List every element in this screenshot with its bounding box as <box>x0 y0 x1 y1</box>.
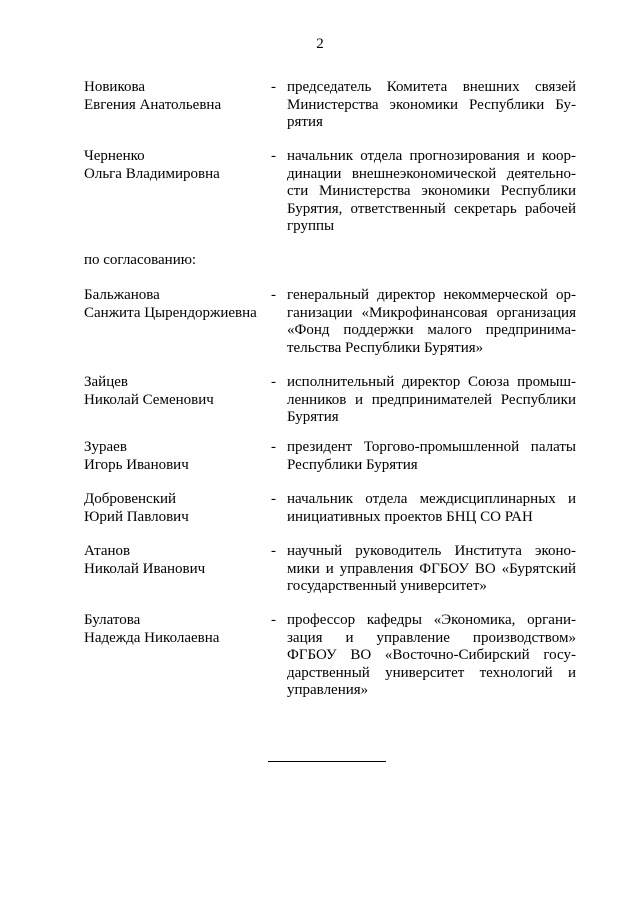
role-line: председатель Комитета внешних связей <box>287 79 576 95</box>
role-line: исполнительный директор Союза промыш- <box>287 374 576 390</box>
role-line: государственный университет» <box>287 578 487 594</box>
member-first-names: Николай Семенович <box>84 391 214 408</box>
role-line: ленников и предпринимателей Республики <box>287 391 576 408</box>
role-line: Министерства экономики Республики Бу- <box>287 96 576 113</box>
role-line: мики и управления ФГБОУ ВО «Бурятский <box>287 560 576 577</box>
member-name <box>84 439 264 474</box>
role-line: динации внешнеэкономической деятельно- <box>287 165 576 182</box>
role-line: дарственный университет технологий и <box>287 664 576 681</box>
role-line: ФГБОУ ВО «Восточно-Сибирский госу- <box>287 647 576 663</box>
role-line: управления» <box>287 682 369 698</box>
agreement-label: по согласованию: <box>84 252 197 268</box>
role-line: Бурятия, ответственный секретарь рабочей <box>287 200 576 217</box>
member-first-names: Евгения Анатольевна <box>84 96 222 113</box>
member-first-names: Юрий Павлович <box>84 508 189 525</box>
role-line: группы <box>287 218 335 234</box>
member-name <box>84 287 264 322</box>
role-line: научный руководитель Института эконо- <box>287 543 576 559</box>
member-last-name: Булатова <box>84 612 141 628</box>
member-first-names: Санжита Цырендоржиевна <box>84 304 257 321</box>
member-role <box>287 439 576 474</box>
member-first-names: Николай Иванович <box>84 560 206 577</box>
role-line: зация и управление производством» <box>287 629 576 646</box>
role-line: сти Министерства экономики Республики <box>287 183 576 199</box>
member-last-name: Атанов <box>84 543 131 559</box>
member-last-name: Зайцев <box>84 374 128 390</box>
page-number: 2 <box>316 36 324 52</box>
member-last-name: Бальжанова <box>84 287 160 303</box>
member-role <box>287 612 576 700</box>
member-last-name: Зураев <box>84 439 127 455</box>
member-role <box>287 543 576 596</box>
role-line: инициативных проектов БНЦ СО РАН <box>287 508 533 525</box>
member-name <box>84 374 264 409</box>
role-line: профессор кафедры «Экономика, органи- <box>287 612 576 628</box>
member-first-names: Игорь Иванович <box>84 456 189 473</box>
member-first-names: Ольга Владимировна <box>84 165 220 182</box>
member-name <box>84 79 264 114</box>
member-name <box>84 612 264 647</box>
member-role <box>287 287 576 357</box>
dash-separator: - <box>271 543 276 559</box>
member-last-name: Добровенский <box>84 491 177 507</box>
dash-separator: - <box>271 148 276 164</box>
member-role <box>287 491 576 526</box>
role-line: тельства Республики Бурятия» <box>287 339 484 356</box>
member-role <box>287 79 576 132</box>
member-role <box>287 148 576 236</box>
role-line: Бурятия <box>287 409 339 425</box>
role-line: начальник отдела прогнозирования и коор- <box>287 148 576 164</box>
dash-separator: - <box>271 79 276 95</box>
dash-separator: - <box>271 374 276 390</box>
end-of-list-rule <box>268 761 386 762</box>
role-line: генеральный директор некоммерческой ор- <box>287 287 576 303</box>
member-last-name: Черненко <box>84 148 145 164</box>
member-last-name: Новикова <box>84 79 146 95</box>
member-name <box>84 491 264 526</box>
dash-separator: - <box>271 491 276 507</box>
dash-separator: - <box>271 439 276 455</box>
member-role <box>287 374 576 427</box>
member-first-names: Надежда Николаевна <box>84 629 220 646</box>
role-line: начальник отдела междисциплинарных и <box>287 491 576 507</box>
member-name <box>84 543 264 578</box>
role-line: ганизации «Микрофинансовая организация <box>287 304 576 321</box>
role-line: «Фонд поддержки малого предпринима- <box>287 322 576 338</box>
dash-separator: - <box>271 287 276 303</box>
role-line: рятия <box>287 114 323 130</box>
role-line: Республики Бурятия <box>287 456 418 473</box>
dash-separator: - <box>271 612 276 628</box>
role-line: президент Торгово-промышленной палаты <box>287 439 576 455</box>
member-name <box>84 148 264 183</box>
